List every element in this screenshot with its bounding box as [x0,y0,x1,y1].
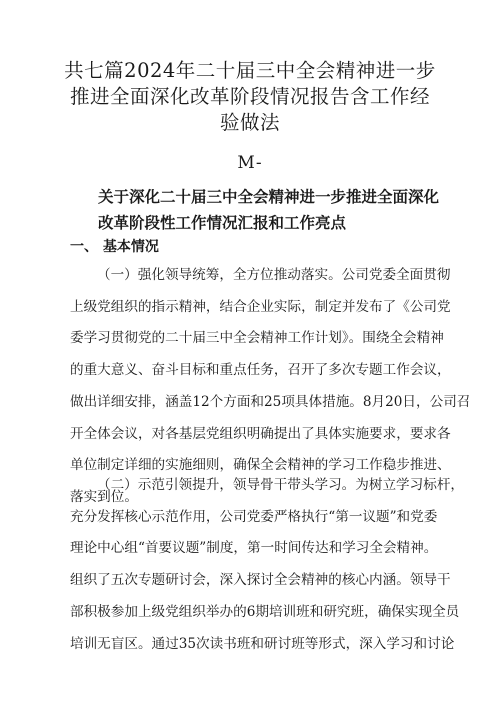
paragraph-demonstration [70,470,465,660]
subheading-basic-situation: 一、 基本情况 [70,239,159,255]
title-line: 推进全面深化改革阶段情况报告含工作经 [69,85,430,108]
title-line: 验做法 [219,111,280,134]
paragraph-line: 做出详细安排，涵盖12个方面和25项具体措施。8月20日，公司召 [70,393,471,410]
paragraph-line: 理论中心组“首要议题”制度，第一时间传达和学习全会精神。 [70,540,438,557]
paragraph-line: 上级党组织的指示精神，结合企业实际，制定并发布了《公司党 [70,298,451,315]
paragraph-line: 委学习贯彻党的二十届三中全会精神工作计划》。围绕全会精神 [70,330,444,347]
paragraph-line: （一）强化领导统筹，全方位推动落实。公司党委全面贯彻 [97,267,451,283]
section-separator: M- [237,153,263,173]
paragraph-line: 组织了五次专题研讨会，深入探讨全会精神的核心内涵。领导干 [70,572,451,589]
paragraph-line: （二）示范引领提升，领导骨干带头学习。为树立学习标杆， [97,477,465,493]
paragraph-line: 单位制定详细的实施细则，确保全会精神的学习工作稳步推进、 [70,457,451,474]
document-title [60,58,440,136]
paragraph-line: 部积极参加上级党组织举办的6期培训班和研究班，确保实现全员 [70,603,460,620]
heading-line: 改革阶段性工作情况汇报和工作亮点 [98,214,347,232]
paragraph-line: 培训无盲区。通过35次读书班和研讨班等形式，深入学习和讨论 [70,635,455,652]
paragraph-line: 落实到位。 [70,488,138,505]
section-heading [98,184,443,236]
paragraph-line: 充分发挥核心示范作用，公司党委严格执行“第一议题”和党委 [70,508,438,525]
heading-line: 关于深化二十届三中全会精神进一步推进全面深化 [98,188,440,206]
paragraph-line: 开全体会议，对各基层党组织明确提出了具体实施要求，要求各 [70,425,451,442]
paragraph-line: 的重大意义、奋斗目标和重点任务，召开了多次专题工作会议， [70,362,451,379]
title-line: 共七篇2024年二十届三中全会精神进一步 [64,59,436,82]
